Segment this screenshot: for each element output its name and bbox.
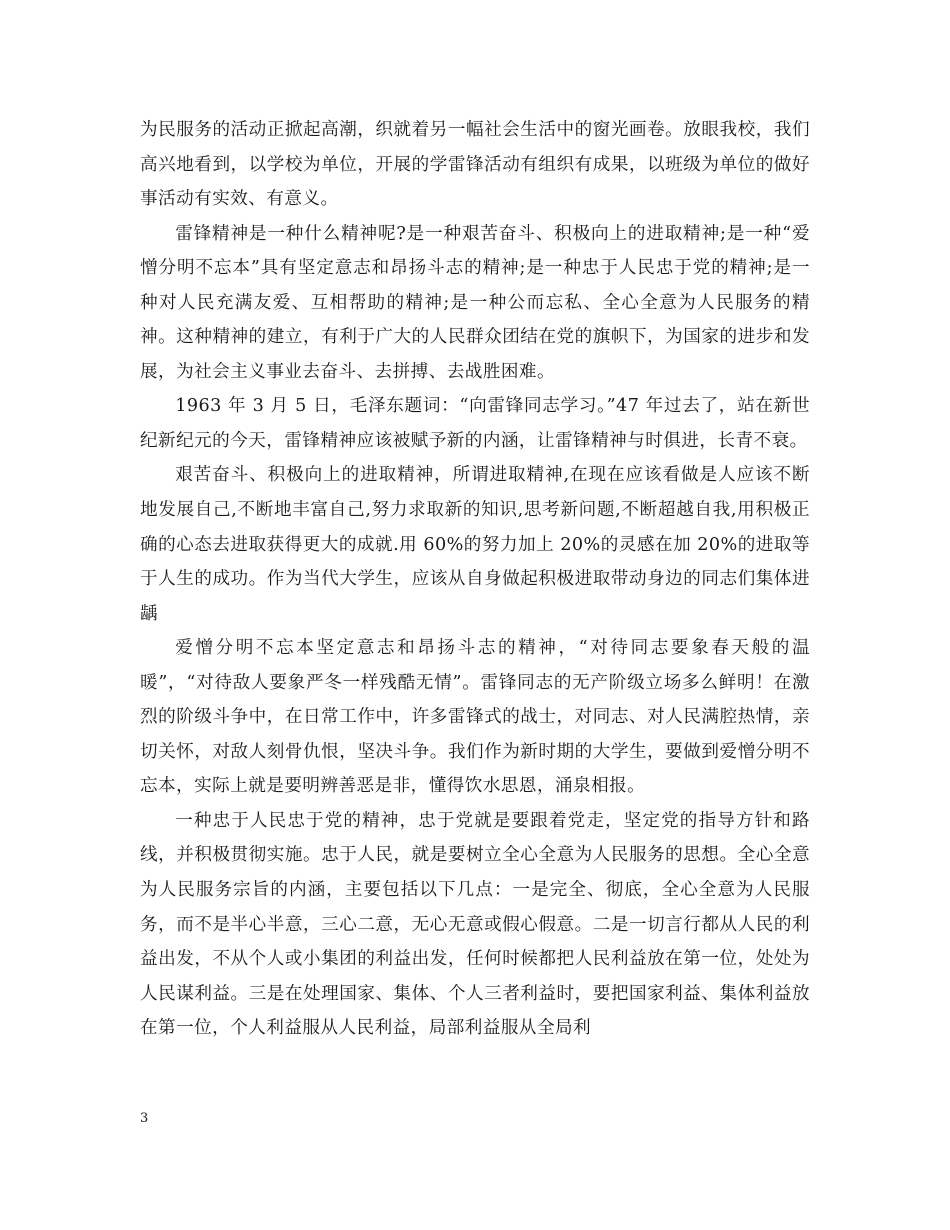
paragraph-5: 爱憎分明不忘本坚定意志和昂扬斗志的精神，“对待同志要象春天般的温暖”，“对待敌人要象严冬一样残酷无情”。雷锋同志的无产阶级立场多么鲜明！在激烈的阶级斗争中，在日常工作中，许多雷锋式的战士，对同志、对人民满腔热情，亲切关怀，对敌人刻骨仇恨，坚决斗争。我们作为新时期的大学生，要做到爱憎分明不忘本，实际上就是要明辨善恶是非，懂得饮水思恩，涌泉相报。 [140, 638, 810, 797]
paragraph-6: 一种忠于人民忠于党的精神，忠于党就是要跟着党走，坚定党的指导方针和路线，并积极贯彻实施。忠于人民，就是要树立全心全意为人民服务的思想。全心全意为人民服务宗旨的内涵，主要包括以下几点：一是完全、彻底，全心全意为人民服务，而不是半心半意，三心二意，无心无意或假心假意。二是一切言行都从人民的利益出发，不从个人或小集团的利益出发，任何时候都把人民利益放在第一位，处处为人民谋利益。三是在处理国家、集体、个人三者利益时，要把国家利益、集体利益放在第一位，个人利益服从人民利益，局部利益服从全局利 [140, 810, 810, 1039]
paragraph-3: 1963 年 3 月 5 日，毛泽东题词：“向雷锋同志学习。”47 年过去了，站在新世纪新纪元的今天，雷锋精神应该被赋予新的内涵，让雷锋精神与时俱进，长青不衰。 [140, 396, 810, 451]
paragraph-4: 艰苦奋斗、积极向上的进取精神，所谓进取精神,在现在应该看做是人应该不断地发展自己,不断地丰富自己,努力求取新的知识,思考新问题,不断超越自我,用积极正确的心态去进取获得更大的成就.用 60%的努力加上 20%的灵感在加 20%的进取等于人生的成功。作为当代大学生，应该从自身做起积极进取带动身边的同志们集体进龋 [140, 465, 810, 624]
page-number: 3 [140, 1111, 149, 1126]
paragraph-2: 雷锋精神是一种什么精神呢?是一种艰苦奋斗、积极向上的进取精神;是一种“爱憎分明不忘本”具有坚定意志和昂扬斗志的精神;是一种忠于人民忠于党的精神;是一种对人民充满友爱、互相帮助的精神;是一种公而忘私、全心全意为人民服务的精神。这种精神的建立，有利于广大的人民群众团结在党的旗帜下，为国家的进步和发展，为社会主义事业去奋斗、去拼搏、去战胜困难。 [140, 223, 810, 382]
document-page [140, 113, 810, 1046]
paragraph-1: 为民服务的活动正掀起高潮，织就着另一幅社会生活中的窗光画卷。放眼我校，我们高兴地看到，以学校为单位，开展的学雷锋活动有组织有成果，以班级为单位的做好事活动有实效、有意义。 [140, 120, 810, 210]
